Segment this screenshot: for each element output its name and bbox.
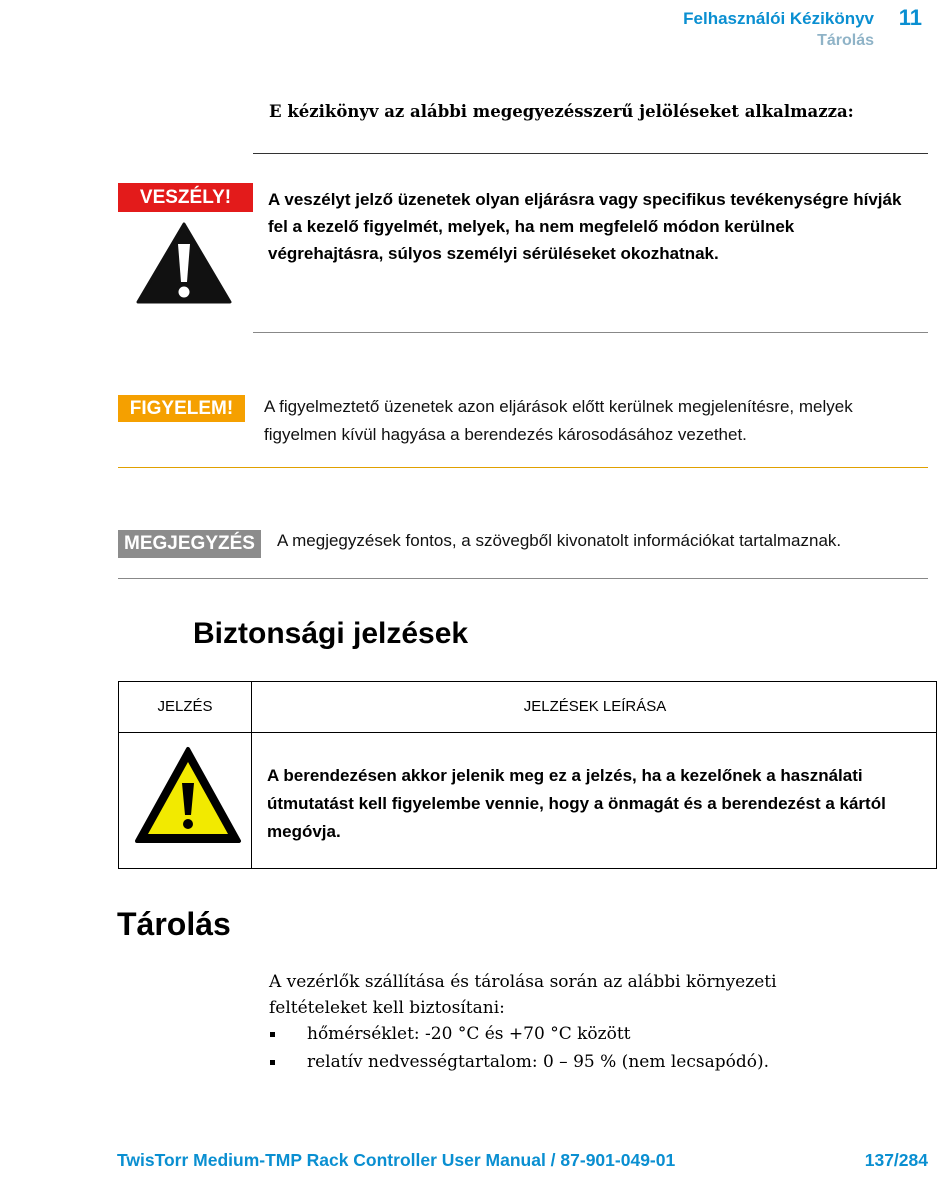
yellow-warning-triangle-icon bbox=[133, 745, 243, 850]
conventions-intro: E kézikönyv az alábbi megegyezésszerű jelöléseket alkalmazza: bbox=[269, 102, 854, 121]
table-header-symbol: JELZÉS bbox=[157, 698, 213, 715]
list-item bbox=[269, 1052, 769, 1072]
divider-top bbox=[253, 153, 928, 154]
header-subtitle: Tárolás bbox=[817, 32, 874, 49]
table-row-description: A berendezésen akkor jelenik meg ez a jelzés, ha a kezelőnek a használati útmutatást kell figyelembe vennie, hogy a önmagát és a berendezést a kártól megóvja. bbox=[267, 766, 886, 841]
note-label: MEGJEGYZÉS bbox=[118, 530, 261, 558]
header-title: Felhasználói Kézikönyv bbox=[683, 9, 874, 28]
divider-danger bbox=[253, 332, 928, 333]
footer-page: 137/284 bbox=[864, 1150, 928, 1170]
table-header-description: JELZÉSEK LEÍRÁSA bbox=[523, 698, 667, 715]
table-header-divider bbox=[119, 732, 936, 733]
divider-note bbox=[118, 578, 928, 579]
danger-text: A veszélyt jelző üzenetek olyan eljárásra vagy specifikus tevékenységre hívják fel a kezelő figyelmét, melyek, ha nem megfelelő módon kerülnek végrehajtásra, súlyos személyi sérüléseket okozhatnak. bbox=[268, 190, 902, 263]
list-item-text: relatív nedvességtartalom: 0 – 95 % (nem lecsapódó). bbox=[307, 1052, 769, 1072]
caution-text: A figyelmeztető üzenetek azon eljárások előtt kerülnek megjelenítésre, melyek figyelmen kívül hagyása a berendezés károsodásához vezethet. bbox=[264, 397, 853, 444]
caution-label: FIGYELEM! bbox=[118, 395, 245, 422]
safety-heading: Biztonsági jelzések bbox=[193, 617, 469, 650]
warning-triangle-black-icon bbox=[136, 222, 232, 309]
bullet-square-icon bbox=[270, 1032, 275, 1037]
storage-intro: A vezérlők szállítása és tárolása során az alábbi környezeti feltételeket kell biztosítani: bbox=[269, 972, 777, 1018]
header-page-number: 11 bbox=[898, 5, 922, 30]
list-item bbox=[269, 1024, 631, 1044]
footer-manual-title: TwisTorr Medium-TMP Rack Controller User Manual / 87-901-049-01 bbox=[117, 1150, 676, 1170]
note-text: A megjegyzések fontos, a szövegből kivonatolt információkat tartalmaznak. bbox=[277, 531, 842, 550]
safety-table bbox=[118, 681, 937, 869]
divider-caution bbox=[118, 467, 928, 468]
storage-heading: Tárolás bbox=[117, 906, 231, 942]
bullet-square-icon bbox=[270, 1060, 275, 1065]
list-item-text: hőmérséklet: -20 °C és +70 °C között bbox=[307, 1024, 631, 1044]
danger-label: VESZÉLY! bbox=[118, 183, 253, 212]
